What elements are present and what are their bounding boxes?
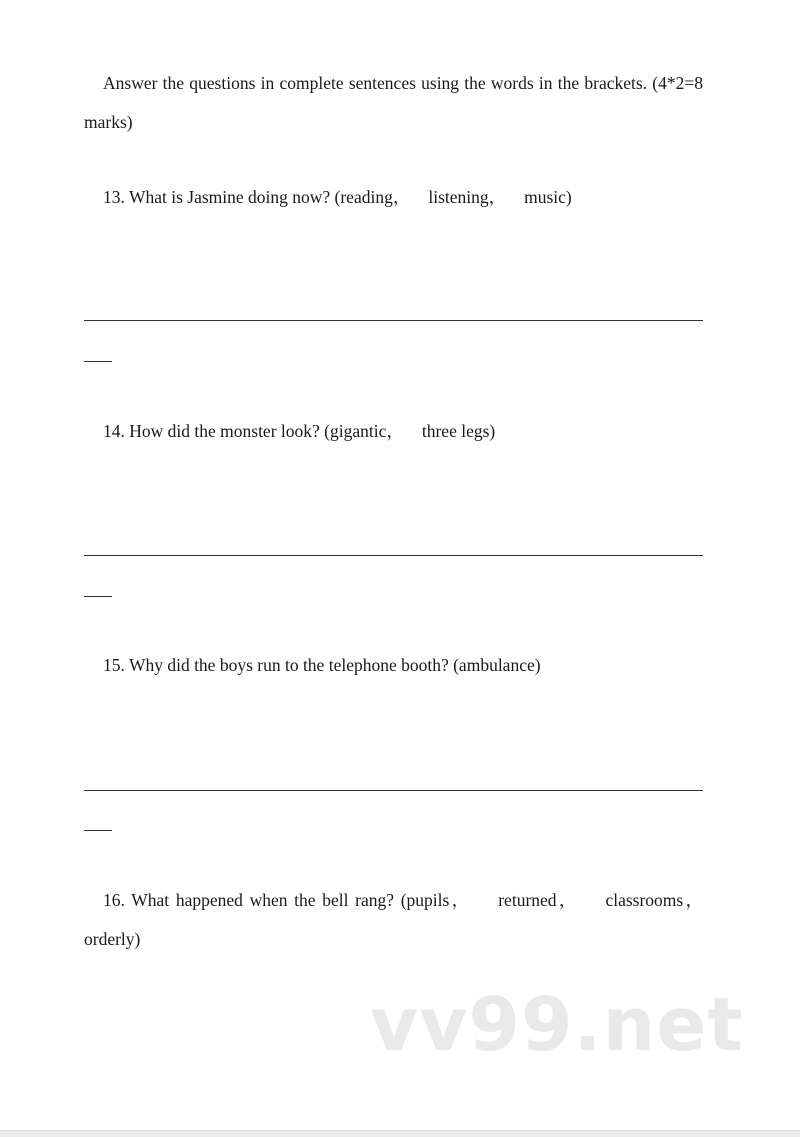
answer-line-15[interactable] <box>84 790 703 791</box>
hint-word: returned， <box>498 890 579 910</box>
page-bottom-edge <box>0 1130 800 1137</box>
hint-word: classrooms， <box>605 890 704 910</box>
question-16 <box>84 881 703 959</box>
hint-word: three legs) <box>421 421 496 441</box>
watermark: vv99.net <box>370 982 744 1068</box>
hint-word: listening， <box>428 187 507 207</box>
question-text: What happened when the bell rang? (pupils， <box>131 890 472 910</box>
answer-line-15-continued[interactable] <box>84 830 112 831</box>
question-14 <box>84 412 703 451</box>
question-number: 16. <box>103 890 125 910</box>
hint-word: orderly) <box>84 929 141 949</box>
question-number: 15. <box>103 655 125 675</box>
question-text: What is Jasmine doing now? (reading， <box>128 187 411 207</box>
question-text: Why did the boys run to the telephone booth? (ambulance) <box>128 655 541 675</box>
question-15 <box>84 646 703 685</box>
question-number: 14. <box>103 421 125 441</box>
answer-line-14[interactable] <box>84 555 703 556</box>
answer-line-13-continued[interactable] <box>84 361 112 362</box>
answer-line-14-continued[interactable] <box>84 596 112 597</box>
question-text: How did the monster look? (gigantic， <box>129 421 404 441</box>
question-13 <box>84 178 703 217</box>
instructions: Answer the questions in complete sentences using the words in the brackets. (4*2=8 marks) <box>84 73 703 132</box>
hint-word: music) <box>524 187 572 207</box>
answer-line-13[interactable] <box>84 320 703 321</box>
question-number: 13. <box>103 187 125 207</box>
